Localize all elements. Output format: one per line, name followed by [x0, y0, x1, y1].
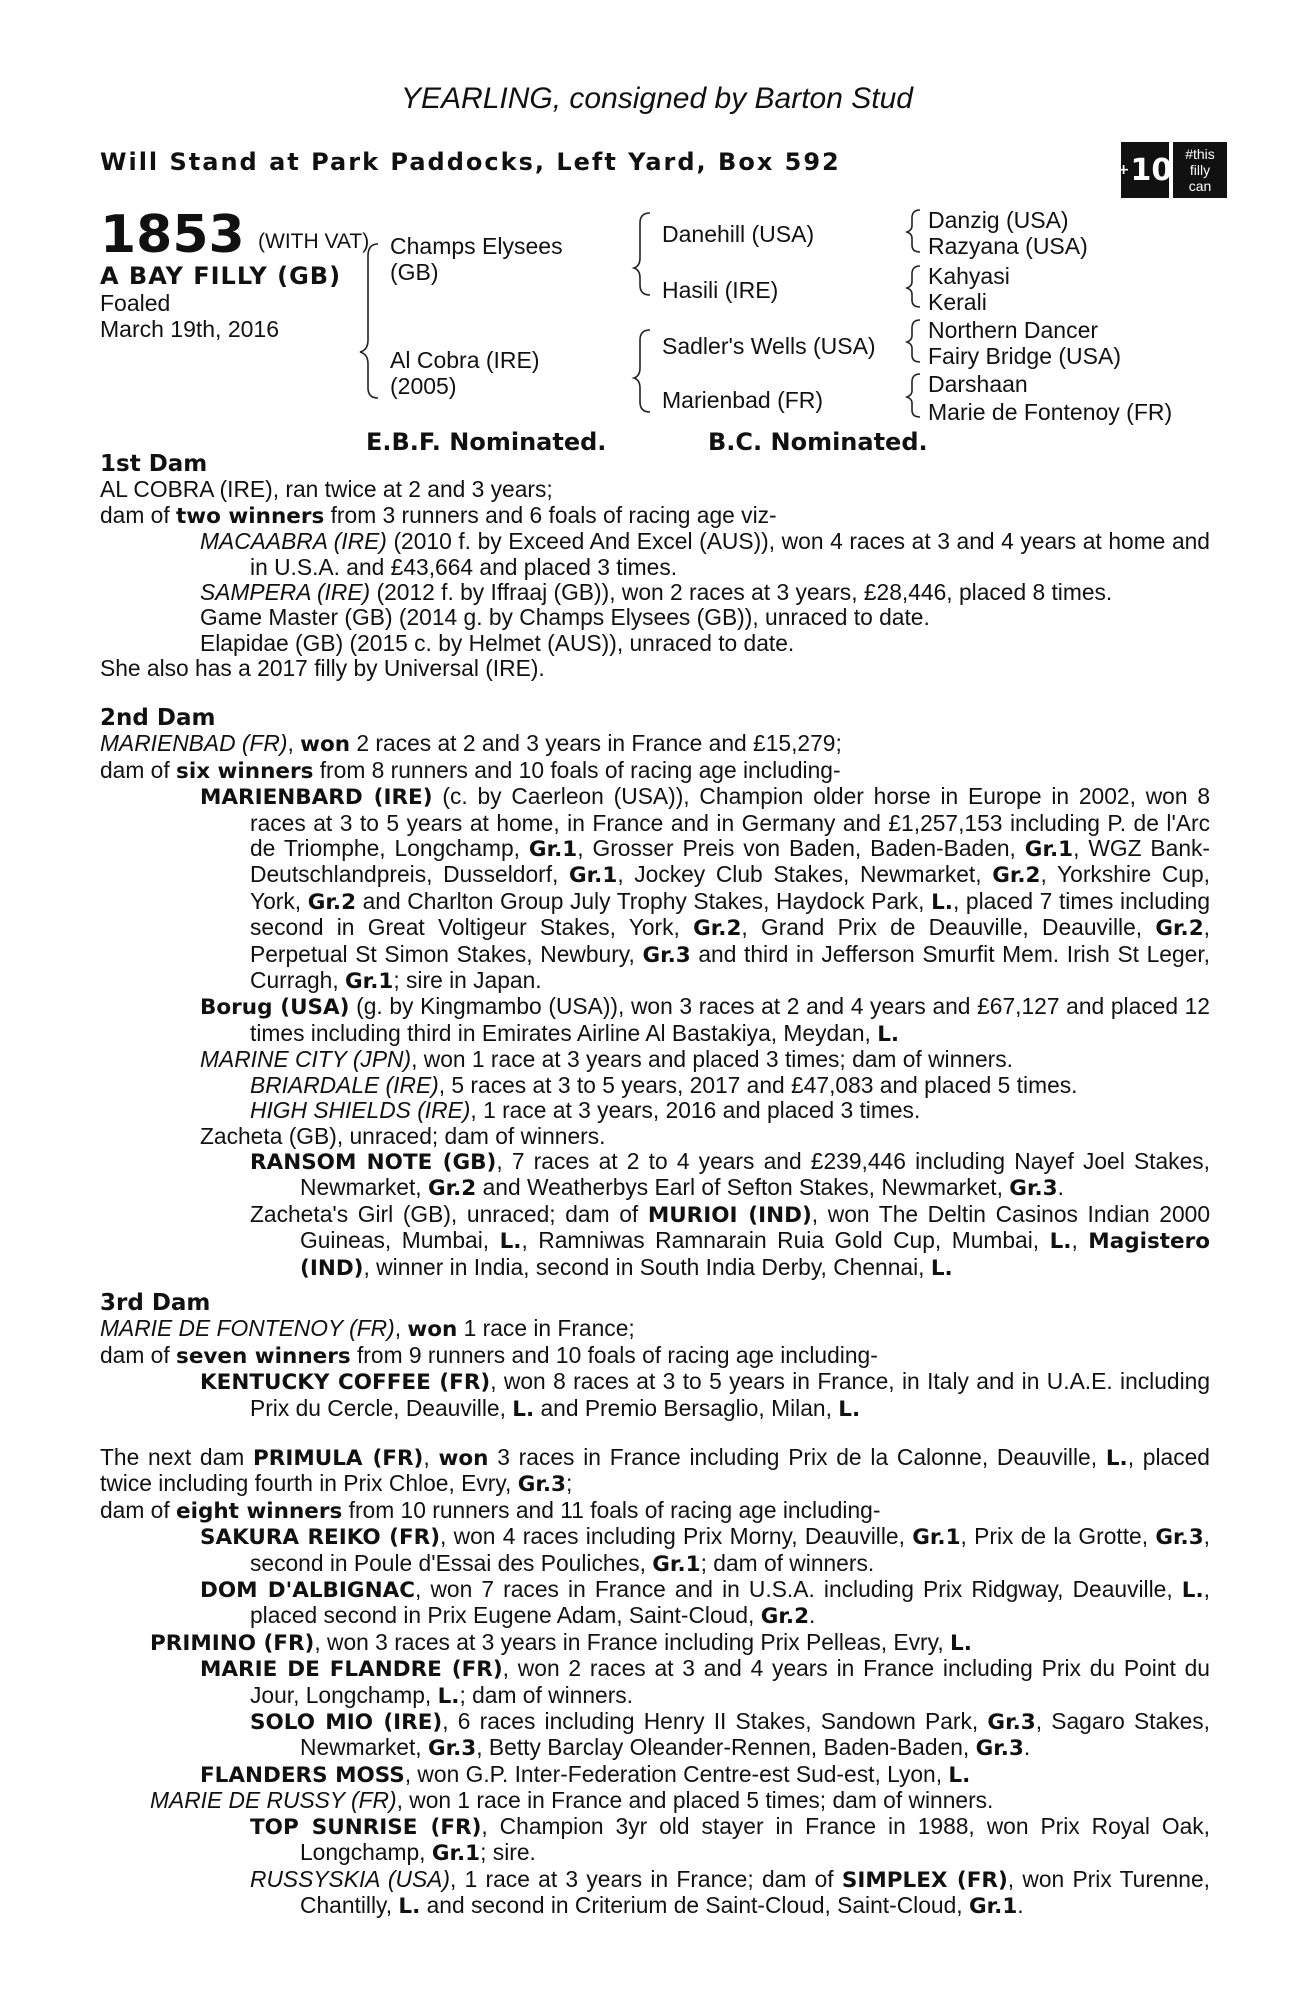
ancestor-3: Kahyasi [928, 263, 1010, 289]
produce-game-master: Game Master (GB) (2014 g. by Champs Elysees (GB)), unraced to date. [200, 604, 930, 631]
badge-10-text: 10 [1130, 152, 1173, 188]
brace-sire-dam [360, 244, 378, 398]
brace-g1 [907, 210, 920, 252]
brace-g2 [907, 266, 920, 307]
foaled-date: March 19th, 2016 [100, 316, 280, 342]
produce-marienbard: MARIENBARD (IRE) (c. by Caerleon (USA)), Champion older horse in Europe in 2002, won 8 races at 3 to 5 years at home, in France and in Germany and £1,257,153 including P. de l'Arc de Triomphe, Longchamp, Gr.1, Grosser Preis von Baden, Baden-Baden, Gr.1, WGZ Bank-Deutschlandpreis, Dusseldorf, Gr.1, Jockey Club Stakes, Newmarket, Gr.2, Yorkshire Cup, York, Gr.2 and Charlton Group July Trophy Stakes, Haydock Park, L., placed 7 times including second in Great Voltigeur Stakes, York, Gr.2, Grand Prix de Deauville, Deauville, Gr.2, Perpetual St Simon Stakes, Newbury, Gr.3 and third in Jefferson Smurfit Mem. Irish St Leger, Curragh, Gr.1; sire in Japan. [200, 783, 1211, 995]
produce-sakura-reiko: SAKURA REIKO (FR), won 4 races including Prix Morny, Deauville, Gr.1, Prix de la Grotte, Gr.3, second in Poule d'Essai des Pouliches, Gr.1; dam of winners. [200, 1523, 1211, 1577]
third-dam-section [100, 1291, 1210, 1422]
produce-kentucky-coffee: KENTUCKY COFFEE (FR), won 8 races at 3 to 5 years in France, in Italy and in U.A.E. including Prix du Cercle, Deauville, L. and Premio Bersaglio, Milan, L. [200, 1368, 1211, 1422]
first-dam-heading: 1st Dam [100, 451, 208, 477]
first-dam-section [100, 452, 1210, 682]
third-dam-heading: 3rd Dam [100, 1290, 211, 1316]
brace-sire [634, 213, 650, 295]
lot-number: 1853 [100, 205, 245, 265]
ancestor-8: Marie de Fontenoy (FR) [928, 399, 1173, 425]
badge-line-1: #this [1185, 146, 1215, 162]
badge-line-3: can [1188, 178, 1212, 194]
sire-dam: Hasili (IRE) [662, 277, 779, 303]
produce-macaabra: MACAABRA (IRE) (2010 f. by Exceed And Excel (AUS)), won 4 races at 3 and 4 years at home and in U.S.A. and £43,664 and placed 3 times. [200, 528, 1210, 580]
badge-line-2: filly [1189, 162, 1211, 178]
produce-2017-filly: She also has a 2017 filly by Universal (IRE). [100, 655, 545, 682]
produce-borug: Borug (USA) (g. by Kingmambo (USA)), won 3 races at 2 and 4 years and £67,127 and placed 12 times including third in Emirates Airline Al Bastakiya, Meydan, L. [200, 993, 1210, 1047]
next-dam-section [100, 1445, 1210, 1919]
ancestor-5: Northern Dancer [928, 317, 1099, 343]
page-title: YEARLING, consigned by Barton Stud [401, 82, 913, 115]
next-dam-produce-summary: dam of eight winners from 10 runners and 11 foals of racing age including- [100, 1496, 881, 1524]
second-dam-produce-summary: dam of six winners from 8 runners and 10 foals of racing age including- [100, 756, 841, 784]
stand-location: Will Stand at Park Paddocks, Left Yard, Box 592 [100, 148, 841, 176]
produce-marie-de-flandre: MARIE DE FLANDRE (FR), won 2 races at 3 and 4 years in France including Prix du Point du Jour, Longchamp, L.; dam of winners. [200, 1655, 1210, 1709]
produce-flanders-moss: FLANDERS MOSS, won G.P. Inter-Federation Centre-est Sud-est, Lyon, L. [200, 1760, 971, 1788]
sire-sire: Danehill (USA) [662, 221, 815, 247]
produce-dom-dalbignac: DOM D'ALBIGNAC, won 7 races in France and in U.S.A. including Prix Ridgway, Deauville, L., placed second in Prix Eugene Adam, Saint-Cloud, Gr.2. [200, 1576, 1210, 1630]
ancestor-1: Danzig (USA) [928, 207, 1069, 233]
second-dam-line: MARIENBAD (FR), won 2 races at 2 and 3 years in France and £15,279; [100, 730, 842, 758]
sire-country: (GB) [390, 259, 439, 285]
third-dam-line: MARIE DE FONTENOY (FR), won 1 race in France; [100, 1315, 635, 1343]
produce-sampera: SAMPERA (IRE) (2012 f. by Iffraaj (GB)), won 2 races at 3 years, £28,446, placed 8 times. [200, 579, 1113, 606]
third-dam-produce-summary: dam of seven winners from 9 runners and 10 foals of racing age including- [100, 1341, 878, 1369]
pedigree-braces [0, 0, 1314, 460]
badge-plus: + [1117, 162, 1130, 178]
produce-elapidae: Elapidae (GB) (2015 c. by Helmet (AUS)), unraced to date. [200, 629, 795, 656]
produce-marie-de-russy: MARIE DE RUSSY (FR), won 1 race in France and placed 5 times; dam of winners. [150, 1787, 994, 1814]
produce-zacheta: Zacheta (GB), unraced; dam of winners. [200, 1122, 606, 1149]
brace-g3 [907, 320, 920, 362]
foaled-label: Foaled [100, 290, 171, 316]
sire: Champs Elysees [390, 233, 563, 259]
produce-top-sunrise: TOP SUNRISE (FR), Champion 3yr old stayer in France in 1988, won Prix Royal Oak, Longchamp, Gr.1; sire. [250, 1812, 1210, 1867]
dam: Al Cobra (IRE) [390, 347, 540, 373]
ancestor-7: Darshaan [928, 371, 1028, 397]
dam-sire: Sadler's Wells (USA) [662, 333, 876, 359]
dam-year: (2005) [390, 373, 457, 399]
produce-marine-city: MARINE CITY (JPN), won 1 race at 3 years and placed 3 times; dam of winners. [200, 1046, 1013, 1073]
produce-zachetas-girl: Zacheta's Girl (GB), unraced; dam of MURIOI (IND), won The Deltin Casinos Indian 2000 Guineas, Mumbai, L., Ramniwas Ramnarain Ruia Gold Cup, Mumbai, L., Magistero (IND), winner in India, second in South India Derby, Chennai, L. [250, 1200, 1210, 1281]
first-dam-line: AL COBRA (IRE), ran twice at 2 and 3 years; [100, 476, 553, 503]
produce-high-shields: HIGH SHIELDS (IRE), 1 race at 3 years, 2016 and placed 3 times. [250, 1097, 921, 1124]
vat-note: (WITH VAT) [258, 230, 370, 253]
produce-russyskia: RUSSYSKIA (USA), 1 race at 3 years in France; dam of SIMPLEX (FR), won Prix Turenne, Chantilly, L. and second in Criterium de Saint-Cloud, Saint-Cloud, Gr.1. [250, 1865, 1210, 1919]
produce-ransom-note: RANSOM NOTE (GB), 7 races at 2 to 4 years and £239,446 including Nayef Joel Stakes, Newmarket, Gr.2 and Weatherbys Earl of Sefton Stakes, Newmarket, Gr.3. [250, 1147, 1210, 1202]
second-dam-heading: 2nd Dam [100, 705, 216, 731]
produce-briardale: BRIARDALE (IRE), 5 races at 3 to 5 years, 2017 and £47,083 and placed 5 times. [250, 1071, 1078, 1098]
produce-solo-mio: SOLO MIO (IRE), 6 races including Henry II Stakes, Sandown Park, Gr.3, Sagaro Stakes, Newmarket, Gr.3, Betty Barclay Oleander-Rennen, Baden-Baden, Gr.3. [250, 1708, 1210, 1762]
next-dam-line: The next dam PRIMULA (FR), won 3 races in France including Prix de la Calonne, Deauville, L., placed twice including fourth in Prix Chloe, Evry, Gr.3; [100, 1444, 1210, 1498]
first-dam-produce-summary: dam of two winners from 3 runners and 6 foals of racing age viz- [100, 501, 777, 529]
ancestor-6: Fairy Bridge (USA) [928, 343, 1121, 369]
produce-primino: PRIMINO (FR), won 3 races at 3 years in France including Prix Pelleas, Evry, L. [150, 1628, 972, 1656]
ebf-nominated: E.B.F. Nominated. [366, 428, 607, 456]
second-dam-section [100, 706, 1210, 1281]
ancestor-2: Razyana (USA) [928, 233, 1088, 259]
dam-dam: Marienbad (FR) [662, 387, 824, 413]
ancestor-4: Kerali [928, 289, 987, 315]
lot-description: A BAY FILLY (GB) [100, 262, 342, 290]
brace-dam [634, 330, 650, 412]
bc-nominated: B.C. Nominated. [708, 428, 928, 456]
brace-g4 [907, 374, 920, 417]
